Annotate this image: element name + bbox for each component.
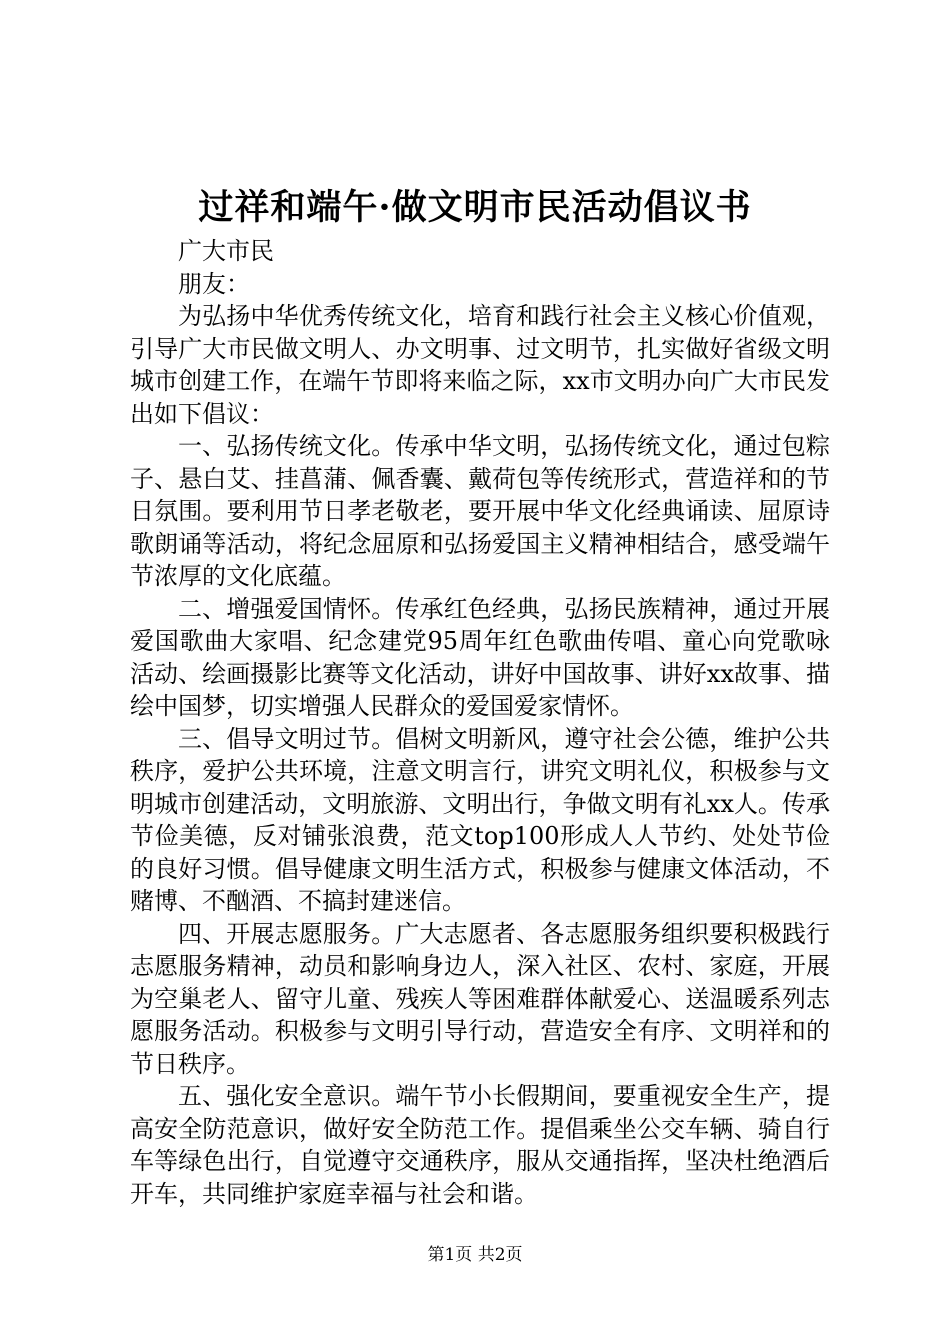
paragraph-item-5: 五、强化安全意识。端午节小长假期间，要重视安全生产，提高安全防范意识，做好安全防范工作。提倡乘坐公交车辆、骑自行车等绿色出行，自觉遵守交通秩序，服从交通指挥，坚决杜绝酒后开车，共同维护家庭幸福与社会和谐。 — [130, 1082, 830, 1208]
document-body — [130, 235, 830, 1210]
salutation-line-2: 朋友： — [178, 269, 250, 298]
paragraph-item-2: 二、增强爱国情怀。传承红色经典，弘扬民族精神，通过开展爱国歌曲大家唱、纪念建党95周年红色歌曲传唱、童心向党歌咏活动、绘画摄影比赛等文化活动，讲好中国故事、讲好xx故事、描绘中国梦，切实增强人民群众的爱国爱家情怀。 — [130, 594, 830, 720]
document-title: 过祥和端午·做文明市民活动倡议书 — [198, 187, 752, 228]
paragraph-intro: 为弘扬中华优秀传统文化，培育和践行社会主义核心价值观，引导广大市民做文明人、办文明事、过文明节，扎实做好省级文明城市创建工作，在端午节即将来临之际，xx市文明办向广大市民发出如下倡议： — [130, 302, 830, 428]
salutation-line-1: 广大市民 — [178, 237, 274, 265]
paragraph-item-4: 四、开展志愿服务。广大志愿者、各志愿服务组织要积极践行志愿服务精神，动员和影响身边人，深入社区、农村、家庭，开展为空巢老人、留守儿童、残疾人等困难群体献爱心、送温暖系列志愿服务活动。积极参与文明引导行动，营造安全有序、文明祥和的节日秩序。 — [130, 919, 830, 1078]
page-footer: 第1页 共2页 — [427, 1245, 523, 1265]
paragraph-item-3: 三、倡导文明过节。倡树文明新风，遵守社会公德，维护公共秩序，爱护公共环境，注意文明言行，讲究文明礼仪，积极参与文明城市创建活动，文明旅游、文明出行，争做文明有礼xx人。传承节俭美德，反对铺张浪费，范文top100形成人人节约、处处节俭的良好习惯。倡导健康文明生活方式，积极参与健康文体活动，不赌博、不酗酒、不搞封建迷信。 — [130, 724, 830, 915]
paragraph-item-1: 一、弘扬传统文化。传承中华文明，弘扬传统文化，通过包粽子、悬白艾、挂菖蒲、佩香囊、戴荷包等传统形式，营造祥和的节日氛围。要利用节日孝老敬老，要开展中华文化经典诵读、屈原诗歌朗诵等活动，将纪念屈原和弘扬爱国主义精神相结合，感受端午节浓厚的文化底蕴。 — [130, 432, 830, 590]
